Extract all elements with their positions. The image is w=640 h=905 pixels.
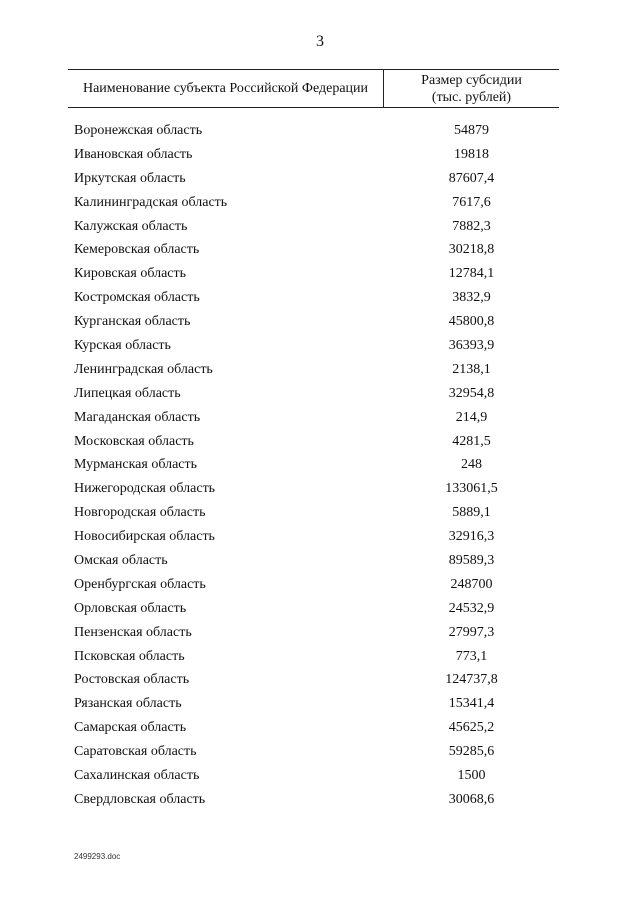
table-row (68, 334, 559, 358)
region-name: Иркутская область (74, 170, 186, 186)
table-row (68, 788, 559, 812)
subsidy-amount: 24532,9 (448, 600, 495, 616)
region-name: Магаданская область (74, 409, 201, 425)
subsidy-amount: 214,9 (455, 409, 488, 425)
table-header (68, 69, 559, 108)
region-name: Псковская область (74, 648, 185, 664)
subsidy-amount: 59285,6 (448, 744, 495, 760)
subsidy-amount: 15341,4 (448, 696, 495, 712)
region-name: Липецкая область (74, 385, 181, 401)
table-row (68, 692, 559, 716)
region-name: Новосибирская область (74, 529, 215, 545)
table-row (68, 573, 559, 597)
region-name: Самарская область (74, 720, 187, 736)
subsidy-amount: 89589,3 (448, 553, 495, 569)
subsidy-amount: 45800,8 (448, 314, 495, 330)
column-header-amount-line1: Размер субсидии (421, 72, 522, 88)
table-row (68, 143, 559, 167)
region-name: Курганская область (74, 314, 191, 330)
region-name: Курская область (74, 338, 171, 354)
subsidy-amount: 3832,9 (452, 290, 491, 306)
table-row (68, 668, 559, 692)
table-row (68, 215, 559, 239)
table-row (68, 716, 559, 740)
table-row (68, 382, 559, 406)
region-name: Калининградская область (74, 194, 228, 210)
subsidy-amount: 27997,3 (448, 624, 495, 640)
column-header-amount (384, 70, 559, 107)
subsidy-amount: 5889,1 (452, 505, 491, 521)
table-row (68, 645, 559, 669)
column-header-amount-line2: (тыс. рублей) (431, 89, 512, 105)
subsidy-amount: 32916,3 (448, 529, 495, 545)
subsidy-amount: 12784,1 (448, 266, 495, 282)
region-name: Нижегородская область (74, 481, 216, 497)
table-row (68, 477, 559, 501)
column-header-region: Наименование субъекта Российской Федерации (68, 70, 384, 107)
subsidy-amount: 19818 (454, 146, 489, 162)
table-row (68, 167, 559, 191)
table-row (68, 238, 559, 262)
table-row (68, 430, 559, 454)
region-name: Московская область (74, 433, 194, 449)
table-row (68, 453, 559, 477)
document-filename: 2499293.doc (74, 852, 121, 861)
region-name: Пензенская область (74, 624, 192, 640)
subsidy-amount: 124737,8 (445, 672, 498, 688)
region-name: Орловская область (74, 600, 187, 616)
page-number: 3 (316, 33, 324, 50)
table-row (68, 621, 559, 645)
region-name: Мурманская область (74, 457, 198, 473)
subsidy-amount: 248700 (450, 576, 493, 592)
table-row (68, 525, 559, 549)
subsidy-amount: 32954,8 (448, 385, 495, 401)
subsidy-amount: 36393,9 (448, 338, 495, 354)
table-row (68, 406, 559, 430)
subsidy-amount: 4281,5 (452, 433, 491, 449)
table-row (68, 119, 559, 143)
table-row (68, 740, 559, 764)
region-name: Калужская область (74, 218, 188, 234)
subsidy-amount: 2138,1 (452, 361, 491, 377)
subsidy-amount: 30218,8 (448, 242, 495, 258)
subsidy-amount: 133061,5 (445, 481, 498, 497)
region-name: Воронежская область (74, 123, 203, 138)
region-name: Оренбургская область (74, 576, 206, 592)
region-name: Сахалинская область (74, 768, 200, 784)
subsidy-amount: 773,1 (455, 648, 488, 664)
region-name: Кемеровская область (74, 242, 200, 258)
table-row (68, 358, 559, 382)
region-name: Рязанская область (74, 696, 182, 712)
table-row (68, 597, 559, 621)
table-row (68, 764, 559, 788)
table-row (68, 501, 559, 525)
subsidy-table (68, 69, 559, 807)
subsidy-amount: 7882,3 (452, 218, 491, 234)
region-name: Ленинградская область (74, 361, 213, 377)
table-row (68, 191, 559, 215)
region-name: Ивановская область (74, 146, 193, 162)
table-body (68, 119, 559, 812)
table-row (68, 310, 559, 334)
table-row (68, 286, 559, 310)
table-row (68, 262, 559, 286)
region-name: Новгородская область (74, 505, 206, 521)
region-name: Ростовская область (74, 672, 190, 688)
subsidy-amount: 7617,6 (452, 194, 491, 210)
subsidy-amount: 30068,6 (448, 791, 495, 807)
region-name: Саратовская область (74, 744, 197, 760)
subsidy-amount: 248 (461, 457, 482, 473)
table-row (68, 549, 559, 573)
subsidy-amount: 87607,4 (448, 170, 495, 186)
region-name: Свердловская область (74, 791, 206, 807)
region-name: Кировская область (74, 266, 187, 282)
region-name: Костромская область (74, 290, 200, 306)
region-name: Омская область (74, 553, 168, 569)
subsidy-amount: 1500 (457, 768, 486, 784)
subsidy-amount: 54879 (454, 123, 489, 138)
subsidy-amount: 45625,2 (448, 720, 495, 736)
